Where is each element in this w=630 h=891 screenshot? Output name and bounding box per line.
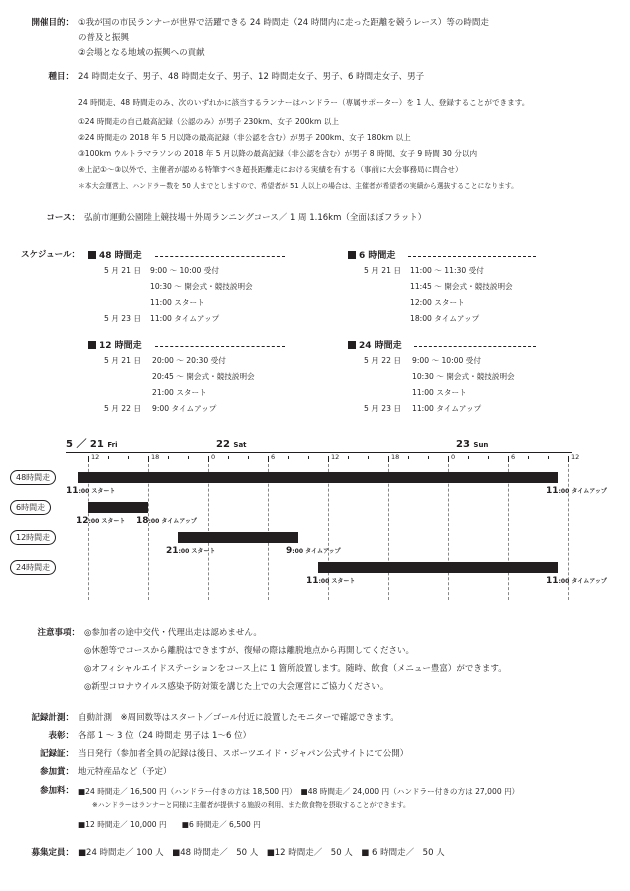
- tick-mark: [408, 456, 409, 459]
- handler-footnote: ＊本大会運営上、ハンドラー数を 50 人までとしますので、希望者が 51 人以上の場合は、主催者が希望者の実績から選抜することになります。: [78, 182, 518, 190]
- fee-line-2: ■12 時間走／ 10,000 円 ■6 時間走／ 6,500 円: [78, 820, 261, 829]
- fee-label: 参加料：: [39, 786, 74, 796]
- tick-mark: [528, 456, 529, 459]
- events-label: 種目：: [48, 72, 74, 82]
- schedule-6h-item-1: 11:00 〜 11:30 受付: [410, 266, 484, 275]
- square-bullet-icon: [88, 341, 96, 349]
- note-item-1: ◎参加者の途中交代・代理出走は認めません。: [84, 628, 262, 638]
- tick-label: 6: [271, 453, 276, 461]
- schedule-12h-item-3: 21:00 スタート: [152, 388, 207, 397]
- grid-line: [448, 464, 449, 600]
- timeline-day-1-rule: [66, 452, 212, 453]
- schedule-24h-item-2: 10:30 〜 開会式・競技説明会: [412, 372, 515, 381]
- capacity-label: 募集定員：: [31, 848, 74, 858]
- schedule-24h-item-3: 11:00 スタート: [412, 388, 467, 397]
- race-label-pill: 12時間走: [10, 530, 56, 545]
- schedule-24h-item-1: 9:00 〜 10:00 受付: [412, 356, 481, 365]
- grid-line: [508, 464, 509, 600]
- tick-mark: [448, 456, 449, 462]
- condition-1: ①24 時間走の自己最高記録（公認のみ）が男子 230km、女子 200km 以上: [78, 117, 339, 126]
- tick-label: 6: [511, 453, 516, 461]
- tick-mark: [488, 456, 489, 459]
- tick-mark: [308, 456, 309, 459]
- purpose-line-2: の普及と振興: [78, 33, 130, 43]
- prize-text: 地元特産品など（予定）: [78, 767, 172, 777]
- race-end-time: 11:00 タイムアップ: [546, 576, 607, 586]
- race-start-time: 11:00 スタート: [66, 486, 116, 496]
- note-item-3: ◎オフィシャルエイドステーションをコース上に 1 箇所設置します。随時、飲食（メニュー豊富）ができます。: [84, 664, 507, 674]
- prize-label: 参加賞：: [39, 767, 74, 777]
- race-bar: [78, 472, 558, 483]
- schedule-6h-item-4: 18:00 タイムアップ: [410, 314, 480, 323]
- race-start-time: 11:00 スタート: [306, 576, 356, 586]
- schedule-12h-item-4: 9:00 タイムアップ: [152, 404, 217, 413]
- measure-text: 自動計測 ※周回数等はスタート／ゴール付近に設置したモニターで確認できます。: [78, 713, 399, 723]
- schedule-48h-item-3: 11:00 スタート: [150, 298, 205, 307]
- fee-note: ※ハンドラーはランナーと同様に主催者が提供する施設の利用、また飲食物を摂取することができます。: [92, 801, 410, 809]
- schedule-6h-item-2: 11:45 〜 開会式・競技説明会: [410, 282, 513, 291]
- course-text: 弘前市運動公園陸上競技場＋外周ランニングコース／ 1 周 1.16km（全面ほぼフラット）: [84, 213, 427, 223]
- race-bar: [318, 562, 558, 573]
- tick-mark: [88, 456, 89, 462]
- purpose-line-1: ①我が国の市民ランナーが世界で活躍できる 24 時間走（24 時間内に走った距離を競うレース）等の時間走: [78, 18, 489, 28]
- tick-mark: [468, 456, 469, 459]
- tick-mark: [148, 456, 149, 462]
- tick-label: 12: [331, 453, 340, 461]
- tick-mark: [268, 456, 269, 462]
- tick-mark: [168, 456, 169, 459]
- schedule-48h-date-1: 5 月 21 日: [104, 266, 141, 275]
- schedule-12h-item-1: 20:00 〜 20:30 受付: [152, 356, 226, 365]
- measure-label: 記録計測：: [31, 713, 74, 723]
- certificate-text: 当日発行（参加者全員の記録は後日、スポーツエイド・ジャパン公式サイトにて公開）: [78, 749, 409, 759]
- race-label-pill: 24時間走: [10, 560, 56, 575]
- timeline-day-2: 22 Sat: [216, 439, 247, 450]
- race-end-time: 9:00 タイムアップ: [286, 546, 341, 556]
- race-bar: [178, 532, 298, 543]
- grid-line: [388, 464, 389, 600]
- schedule-24h-title: 24 時間走: [348, 340, 402, 352]
- fee-line-1: ■24 時間走／ 16,500 円（ハンドラー付きの方は 18,500 円） ■48 時間走／ 24,000 円（ハンドラー付きの方は 27,000 円）: [78, 787, 520, 796]
- tick-mark: [388, 456, 389, 462]
- schedule-12h-date-2: 5 月 22 日: [104, 404, 141, 413]
- timeline-day-1: 5 ／ 21 Fri: [66, 439, 118, 450]
- purpose-line-3: ②会場となる地域の振興への貢献: [78, 48, 205, 58]
- timeline-day-3: 23 Sun: [456, 439, 489, 450]
- tick-mark: [428, 456, 429, 459]
- tick-mark: [128, 456, 129, 459]
- tick-mark: [288, 456, 289, 459]
- schedule-48h-title: 48 時間走: [88, 250, 142, 262]
- award-text: 各部 1 〜 3 位（24 時間走 男子は 1〜6 位）: [78, 731, 252, 741]
- award-label: 表彰：: [48, 731, 74, 741]
- divider: [408, 256, 536, 257]
- condition-2: ②24 時間走の 2018 年 5 月以降の最高記録（非公認を含む）が男子 200km、女子 180km 以上: [78, 133, 411, 142]
- square-bullet-icon: [88, 251, 96, 259]
- tick-mark: [508, 456, 509, 462]
- events-line: 24 時間走女子、男子、48 時間走女子、男子、12 時間走女子、男子、6 時間走女子、男子: [78, 72, 425, 82]
- tick-label: 18: [391, 453, 400, 461]
- note-item-4: ◎新型コロナウイルス感染予防対策を講じた上での大会運営にご協力ください。: [84, 682, 389, 692]
- schedule-48h-item-2: 10:30 〜 開会式・競技説明会: [150, 282, 253, 291]
- schedule-48h-date-2: 5 月 23 日: [104, 314, 141, 323]
- condition-4: ④上記①〜③以外で、主催者が認める特筆すべき超長距離走における実績を有する（事前に大会事務局に問合せ）: [78, 165, 463, 174]
- tick-mark: [108, 456, 109, 459]
- schedule-6h-date-1: 5 月 21 日: [364, 266, 401, 275]
- schedule-48h-item-4: 11:00 タイムアップ: [150, 314, 220, 323]
- race-end-time: 11:00 タイムアップ: [546, 486, 607, 496]
- schedule-24h-date-1: 5 月 22 日: [364, 356, 401, 365]
- schedule-24h-item-4: 11:00 タイムアップ: [412, 404, 482, 413]
- square-bullet-icon: [348, 341, 356, 349]
- note-item-2: ◎休憩等でコースから離脱はできますが、復帰の際は離脱地点から再開してください。: [84, 646, 414, 656]
- divider: [155, 346, 285, 347]
- tick-label: 18: [151, 453, 160, 461]
- schedule-6h-title: 6 時間走: [348, 250, 395, 262]
- tick-mark: [328, 456, 329, 462]
- certificate-label: 記録証：: [39, 749, 74, 759]
- schedule-48h-item-1: 9:00 〜 10:00 受付: [150, 266, 219, 275]
- schedule-24h-date-2: 5 月 23 日: [364, 404, 401, 413]
- race-timeline: [0, 430, 630, 605]
- schedule-6h-item-3: 12:00 スタート: [410, 298, 465, 307]
- schedule-12h-title: 12 時間走: [88, 340, 142, 352]
- race-label-pill: 48時間走: [10, 470, 56, 485]
- square-bullet-icon: [348, 251, 356, 259]
- tick-mark: [248, 456, 249, 459]
- capacity-text: ■24 時間走／ 100 人 ■48 時間走／ 50 人 ■12 時間走／ 50 人 ■ 6 時間走／ 50 人: [78, 848, 445, 858]
- tick-label: 0: [211, 453, 216, 461]
- divider: [155, 256, 285, 257]
- handler-note: 24 時間走、48 時間走のみ、次のいずれかに該当するランナーはハンドラー（専属サポーター）を 1 人、登録することができます。: [78, 98, 530, 107]
- tick-mark: [548, 456, 549, 459]
- notes-label: 注意事項：: [37, 628, 80, 638]
- schedule-12h-item-2: 20:45 〜 開会式・競技説明会: [152, 372, 255, 381]
- course-label: コース：: [46, 213, 80, 223]
- tick-mark: [228, 456, 229, 459]
- tick-mark: [188, 456, 189, 459]
- tick-label: 12: [91, 453, 100, 461]
- tick-mark: [208, 456, 209, 462]
- tick-label: 12: [571, 453, 580, 461]
- race-end-time: 18:00 タイムアップ: [136, 516, 197, 526]
- tick-mark: [368, 456, 369, 459]
- race-bar: [88, 502, 148, 513]
- tick-mark: [568, 456, 569, 462]
- divider: [414, 346, 536, 347]
- schedule-label: スケジュール：: [21, 250, 80, 260]
- condition-3: ③100km ウルトラマラソンの 2018 年 5 月以降の最高記録（非公認を含む）が男子 8 時間、女子 9 時間 30 分以内: [78, 149, 478, 158]
- tick-mark: [348, 456, 349, 459]
- purpose-label: 開催目的：: [31, 18, 74, 28]
- race-start-time: 12:00 スタート: [76, 516, 126, 526]
- tick-label: 0: [451, 453, 456, 461]
- schedule-12h-date-1: 5 月 21 日: [104, 356, 141, 365]
- race-start-time: 21:00 スタート: [166, 546, 216, 556]
- grid-line: [148, 464, 149, 600]
- race-label-pill: 6時間走: [10, 500, 51, 515]
